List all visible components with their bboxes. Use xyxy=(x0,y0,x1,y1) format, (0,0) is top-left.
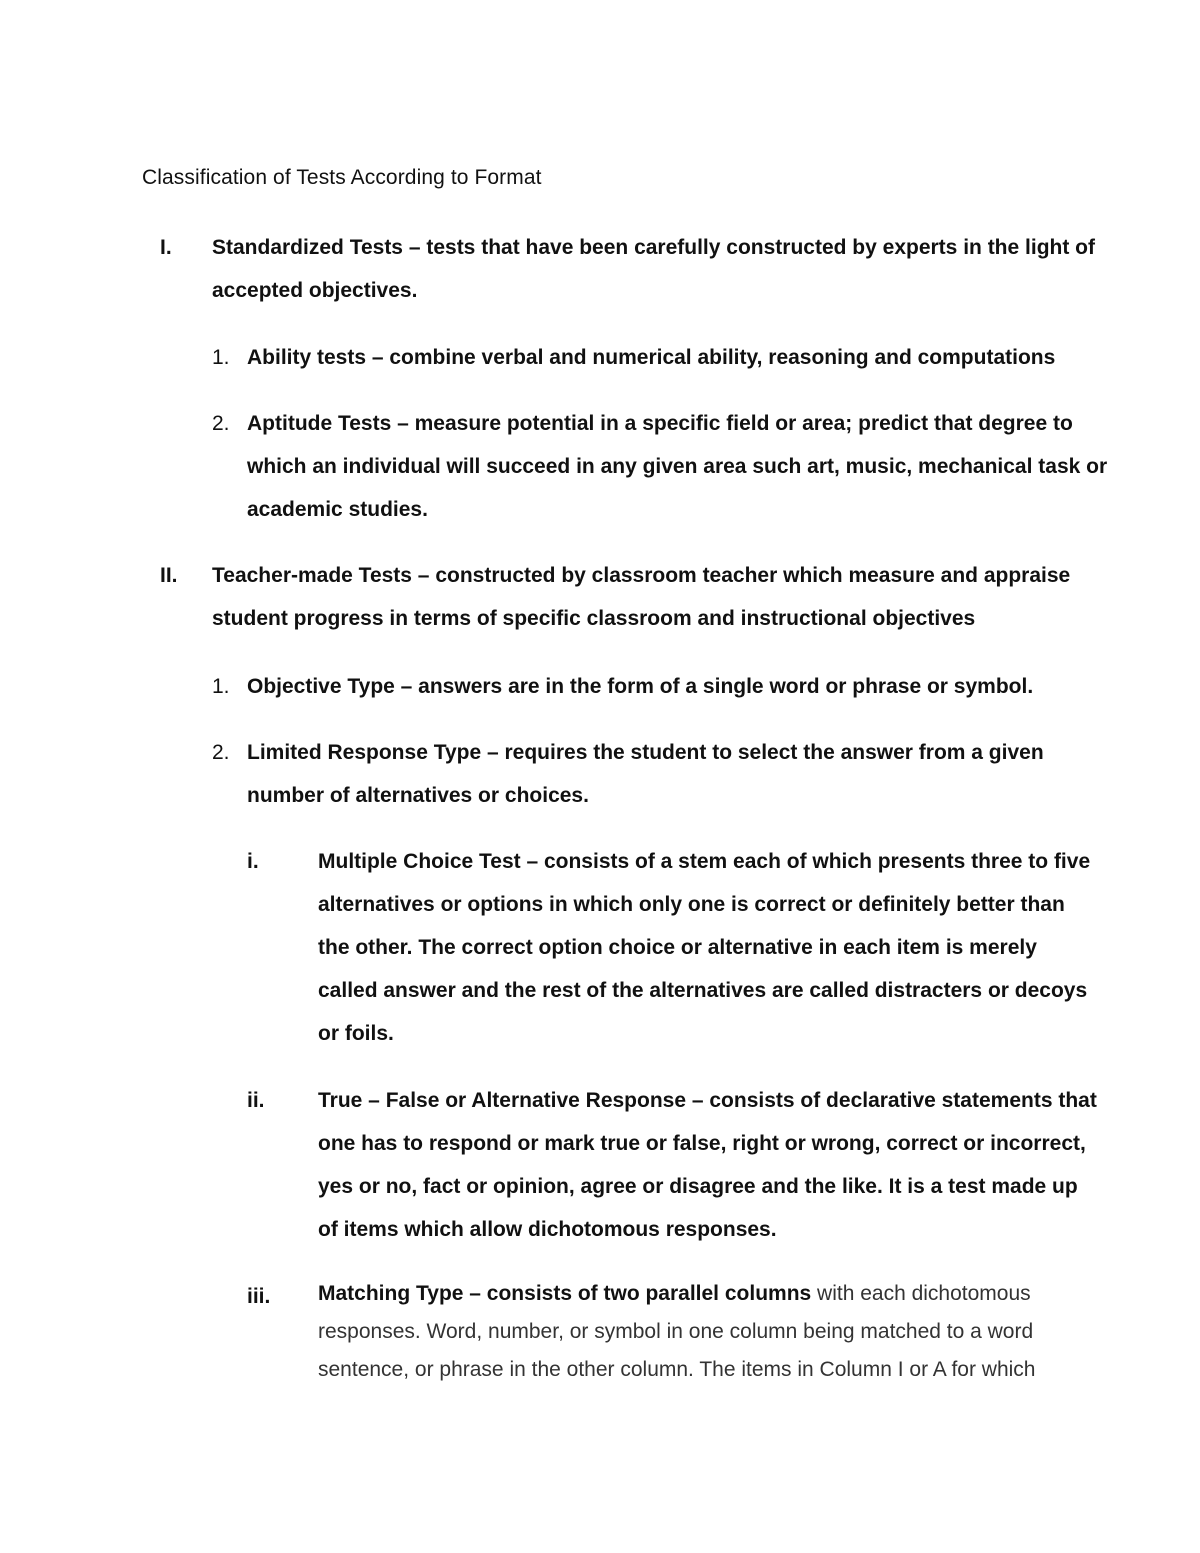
text-line: the other. The correct option choice or alternative in each item is merely xyxy=(318,936,1037,959)
section-text xyxy=(212,226,1095,312)
item-number: 2. xyxy=(212,412,230,435)
item-number: 1. xyxy=(212,346,230,369)
section-numeral: II. xyxy=(160,564,178,587)
text-line: yes or no, fact or opinion, agree or disagree and the like. It is a test made up xyxy=(318,1175,1078,1198)
text-line: one has to respond or mark true or false, right or wrong, correct or incorrect, xyxy=(318,1132,1086,1155)
text-line: Limited Response Type – requires the student to select the answer from a given xyxy=(247,741,1044,764)
text-line: Teacher-made Tests – constructed by classroom teacher which measure and appraise xyxy=(212,564,1071,587)
item-text xyxy=(247,336,1055,379)
text-line: Objective Type – answers are in the form of a single word or phrase or symbol. xyxy=(247,675,1034,698)
text-line: sentence, or phrase in the other column. The items in Column I or A for which xyxy=(318,1358,1036,1381)
bold-run: Matching Type – consists of two parallel columns xyxy=(318,1282,812,1305)
text-line: student progress in terms of specific classroom and instructional objectives xyxy=(212,607,976,630)
text-line: alternatives or options in which only one is correct or definitely better than xyxy=(318,893,1065,916)
text-line: responses. Word, number, or symbol in one column being matched to a word xyxy=(318,1320,1034,1343)
section-numeral: I. xyxy=(160,236,172,259)
text-line: accepted objectives. xyxy=(212,279,418,302)
subitem-numeral: iii. xyxy=(247,1285,271,1308)
text-line: Multiple Choice Test – consists of a stem each of which presents three to five xyxy=(318,850,1091,873)
item-text xyxy=(247,402,1107,531)
subitem-numeral: i. xyxy=(247,850,259,873)
text-line: of items which allow dichotomous responses. xyxy=(318,1218,777,1241)
text-line: Standardized Tests – tests that have been carefully constructed by experts in the light of xyxy=(212,236,1095,259)
subitem-numeral: ii. xyxy=(247,1089,265,1112)
text-line: True – False or Alternative Response – consists of declarative statements that xyxy=(318,1089,1097,1112)
text-line: Aptitude Tests – measure potential in a specific field or area; predict that degree to xyxy=(247,412,1073,435)
subitem-text xyxy=(318,1275,1035,1389)
text-line: Ability tests – combine verbal and numerical ability, reasoning and computations xyxy=(247,346,1056,369)
section-text xyxy=(212,554,1070,640)
text-line: called answer and the rest of the alternatives are called distracters or decoys xyxy=(318,979,1088,1002)
item-number: 2. xyxy=(212,741,230,764)
text-line xyxy=(318,1275,1035,1313)
text-line: academic studies. xyxy=(247,498,428,521)
subitem-text xyxy=(318,840,1090,1055)
item-text xyxy=(247,665,1033,708)
subitem-text xyxy=(318,1079,1097,1251)
plain-run: with each dichotomous xyxy=(811,1282,1031,1305)
item-number: 1. xyxy=(212,675,230,698)
item-text xyxy=(247,731,1044,817)
document-title: Classification of Tests According to Format xyxy=(142,166,542,189)
text-line: which an individual will succeed in any given area such art, music, mechanical task or xyxy=(247,455,1108,478)
text-line: number of alternatives or choices. xyxy=(247,784,589,807)
text-line: or foils. xyxy=(318,1022,394,1045)
